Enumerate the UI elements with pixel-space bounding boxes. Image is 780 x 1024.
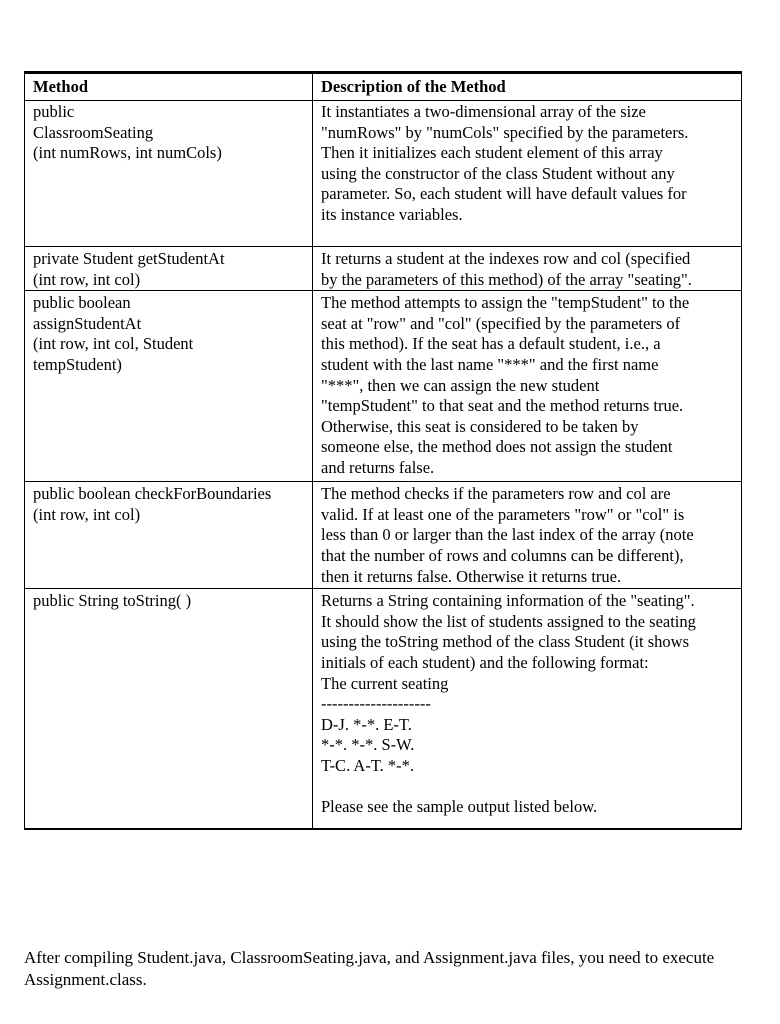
method-line: (int row, int col) <box>33 504 141 524</box>
description-line: The method attempts to assign the "tempStudent" to the <box>321 293 690 313</box>
description-line: Returns a String containing information of the "seating". <box>321 591 695 611</box>
method-cell <box>25 482 313 589</box>
description-line: It should show the list of students assigned to the seating <box>321 611 696 631</box>
description-line: *-*. *-*. S-W. <box>321 735 415 755</box>
method-line: public <box>33 102 75 121</box>
description-line: Then it initializes each student element of this array <box>321 143 663 163</box>
description-line: The current seating <box>321 673 449 693</box>
table-row <box>25 589 742 830</box>
description-line: "***", then we can assign the new student <box>321 375 600 395</box>
method-line: private Student getStudentAt <box>33 249 225 268</box>
description-line: Please see the sample output listed below. <box>321 797 598 817</box>
method-cell <box>25 101 313 247</box>
table-row <box>25 482 742 589</box>
description-cell <box>313 589 742 830</box>
header-method: Method <box>25 73 313 101</box>
description-line: parameter. So, each student will have default values for <box>321 184 687 204</box>
method-line: tempStudent) <box>33 354 122 374</box>
description-line: valid. If at least one of the parameters "row" or "col" is <box>321 504 685 524</box>
description-cell <box>313 247 742 291</box>
method-line: ClassroomSeating <box>33 122 154 142</box>
method-line: (int numRows, int numCols) <box>33 143 222 163</box>
description-line: student with the last name "***" and the first name <box>321 354 659 374</box>
methods-table <box>24 71 742 830</box>
table-row <box>25 101 742 247</box>
description-line: "tempStudent" to that seat and the method returns true. <box>321 396 684 416</box>
description-line: D-J. *-*. E-T. <box>321 714 412 734</box>
description-line: its instance variables. <box>321 204 463 224</box>
description-cell <box>313 101 742 247</box>
description-line: It returns a student at the indexes row and col (specified <box>321 249 691 268</box>
description-line: by the parameters of this method) of the array "seating". <box>321 269 692 289</box>
method-cell <box>25 291 313 482</box>
method-line: (int row, int col) <box>33 269 141 289</box>
method-line: public String toString( ) <box>33 591 192 611</box>
description-line: seat at "row" and "col" (specified by the parameters of <box>321 313 681 333</box>
method-cell <box>25 589 313 830</box>
footer-instruction: After compiling Student.java, ClassroomSeating.java, and Assignment.java files, you need to execute Assignment.class. <box>24 948 715 989</box>
description-line: this method). If the seat has a default student, i.e., a <box>321 334 661 354</box>
description-line: less than 0 or larger than the last index of the array (note <box>321 525 694 545</box>
description-line: using the toString method of the class Student (it shows <box>321 632 690 652</box>
description-line: T-C. A-T. *-*. <box>321 755 415 775</box>
description-line: using the constructor of the class Student without any <box>321 163 675 183</box>
description-line: someone else, the method does not assign the student <box>321 437 673 457</box>
description-line: It instantiates a two-dimensional array of the size <box>321 102 646 121</box>
description-line: that the number of rows and columns can be different), <box>321 545 684 565</box>
table-row <box>25 291 742 482</box>
table-header-row <box>25 73 742 101</box>
method-line: public boolean <box>33 293 131 313</box>
header-description: Description of the Method <box>313 73 742 101</box>
description-line: then it returns false. Otherwise it returns true. <box>321 566 622 586</box>
description-line: -------------------- <box>321 694 431 714</box>
method-line: assignStudentAt <box>33 313 142 333</box>
description-line: and returns false. <box>321 457 435 477</box>
description-line: Otherwise, this seat is considered to be taken by <box>321 416 639 436</box>
blank-line <box>321 777 735 798</box>
method-line: (int row, int col, Student <box>33 334 194 354</box>
description-cell <box>313 291 742 482</box>
description-line: The method checks if the parameters row and col are <box>321 484 671 504</box>
description-line: initials of each student) and the following format: <box>321 652 649 672</box>
method-line: public boolean checkForBoundaries <box>33 484 272 504</box>
table-row <box>25 247 742 291</box>
description-cell <box>313 482 742 589</box>
method-cell <box>25 247 313 291</box>
description-line: "numRows" by "numCols" specified by the parameters. <box>321 122 689 142</box>
